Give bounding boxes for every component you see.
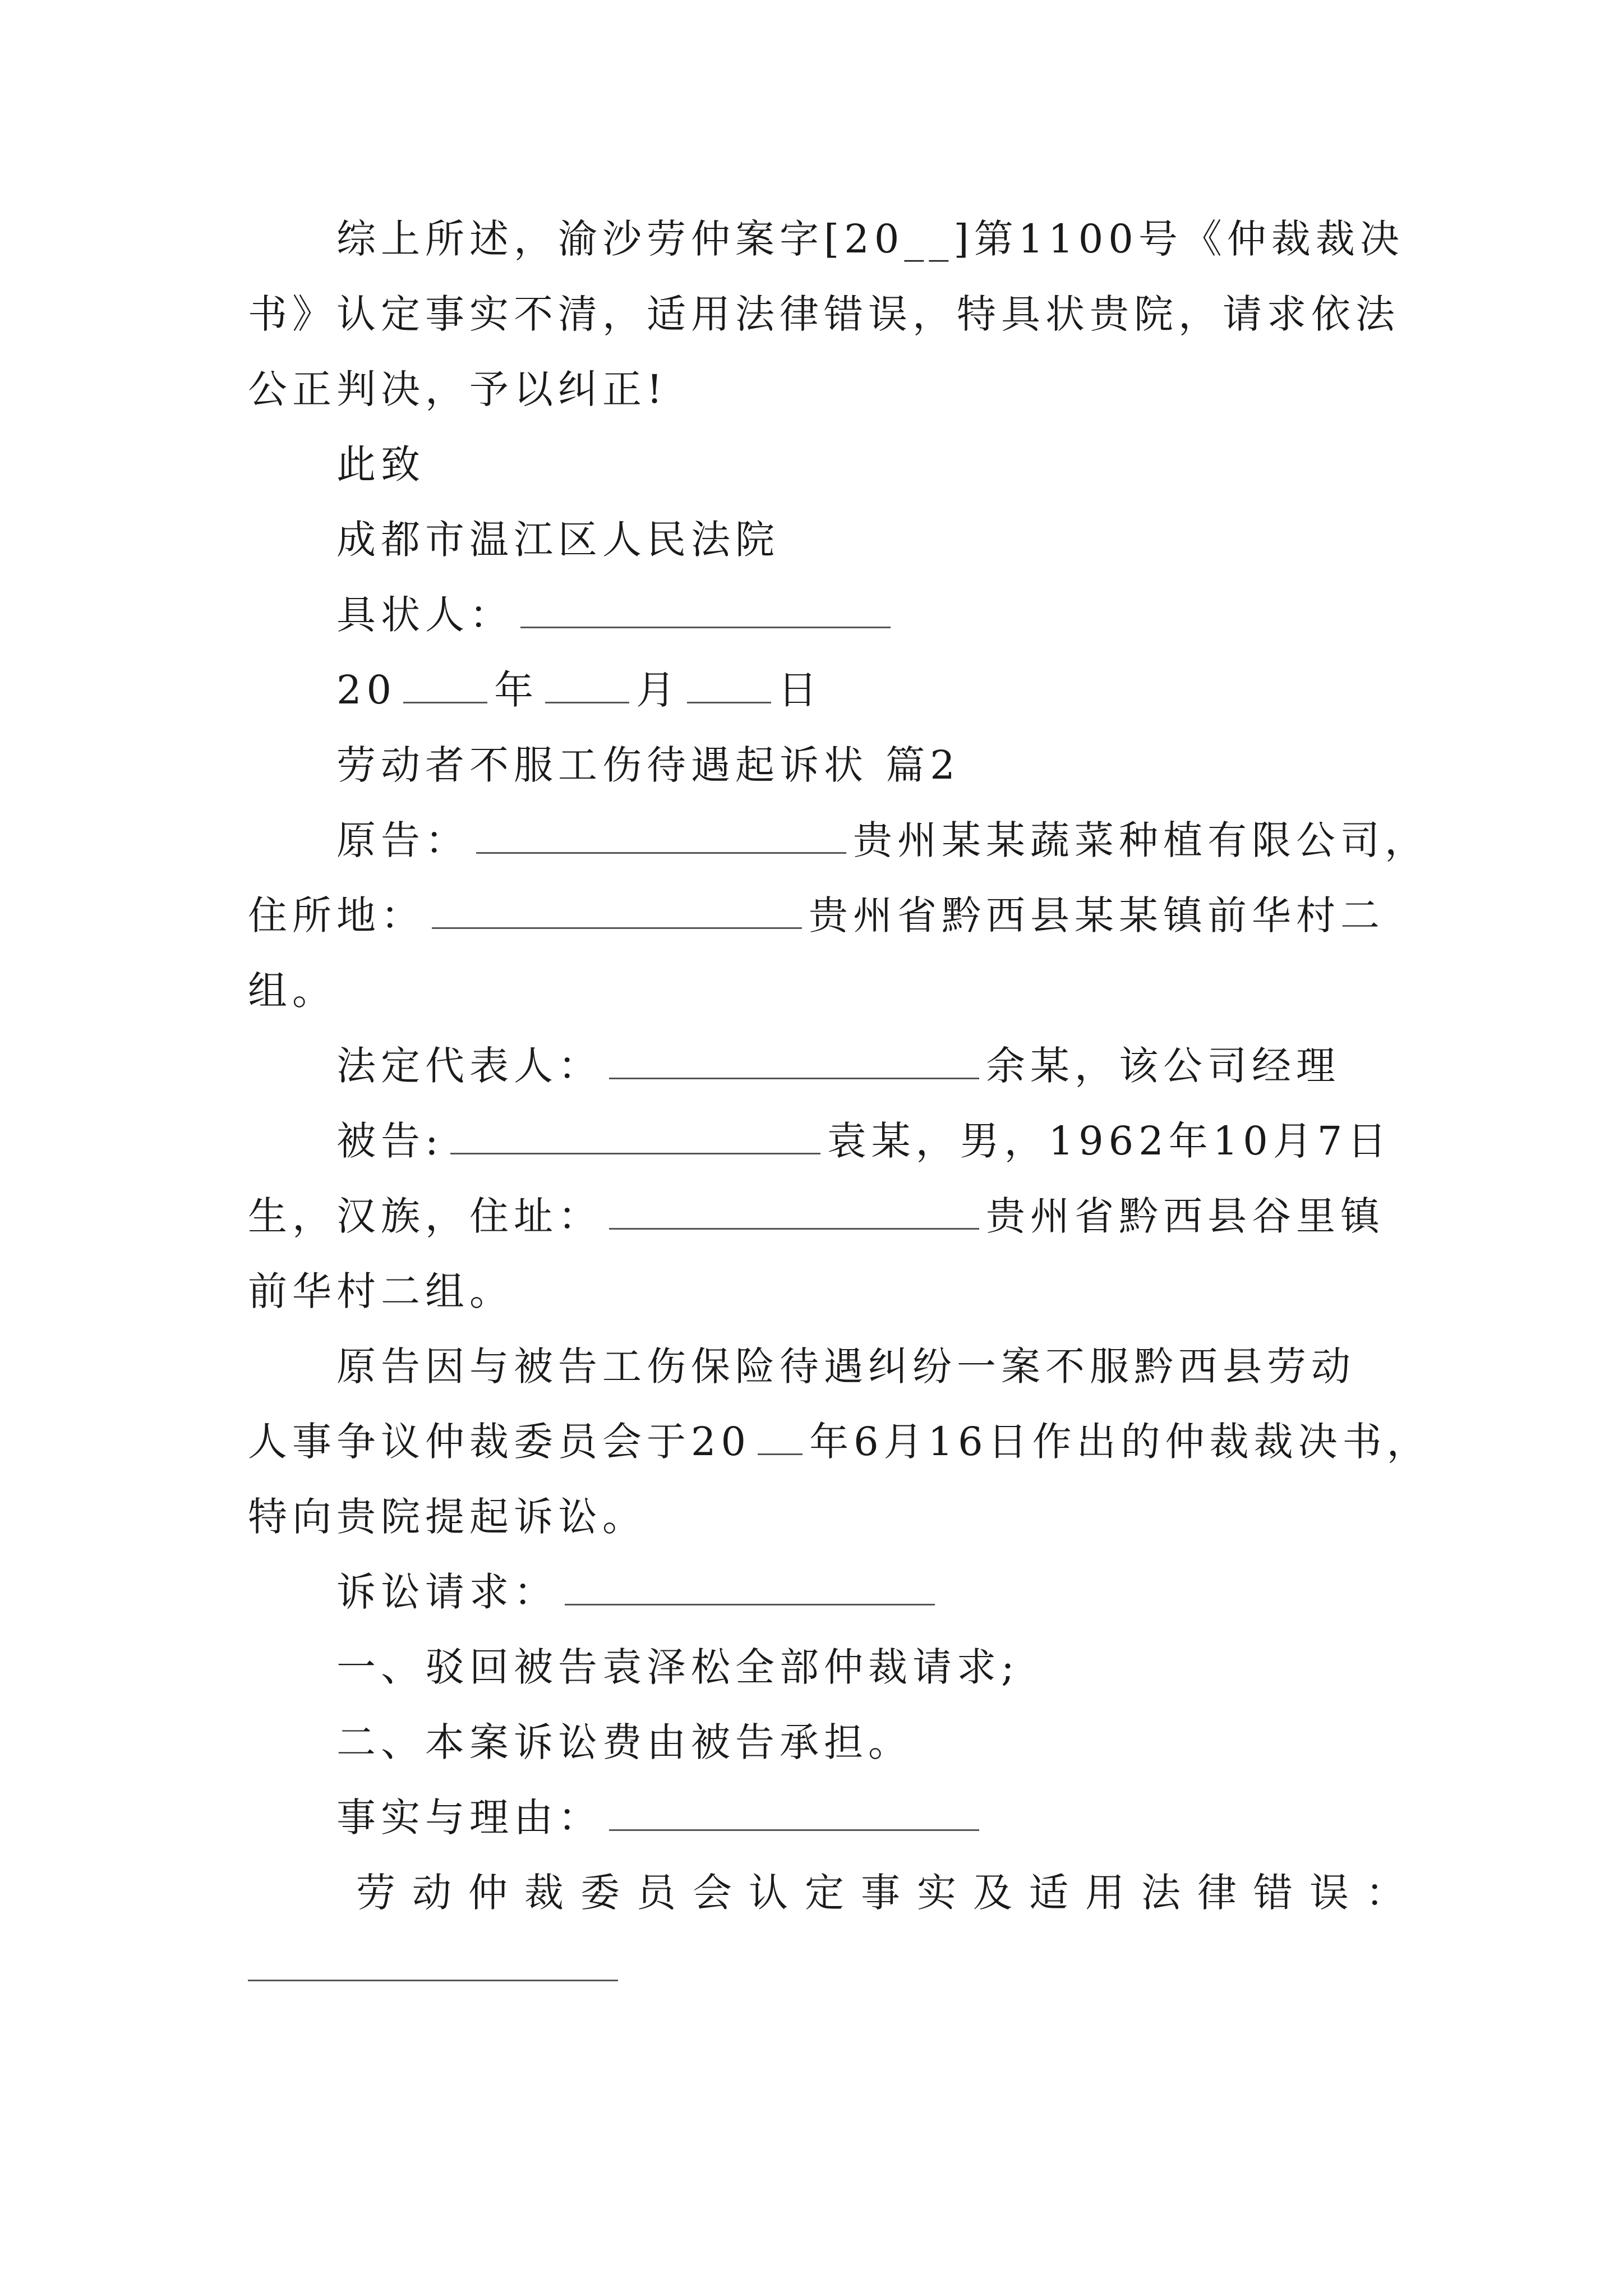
paragraph-case-line-2	[248, 1414, 1431, 1470]
plaintiff-address-line	[248, 887, 1385, 944]
defendant-line2-prefix: 生，汉族，住址：	[248, 1193, 602, 1239]
paragraph-case-line-3: 特向贵院提起诉讼。	[248, 1494, 647, 1540]
defendant-address-blank	[609, 1197, 979, 1230]
filer-line	[336, 587, 1381, 643]
date-day-label: 日	[778, 667, 823, 713]
paragraph-conclusion-line-1: 综上所述，渝沙劳仲案字[20__]第1100号《仲裁裁决	[336, 216, 1404, 262]
facts-line-1: 劳动仲裁委员会认定事实及适用法律错误：	[356, 1870, 1422, 1916]
plaintiff-address: 贵州省黔西县某某镇前华村二	[809, 892, 1385, 938]
date-line	[336, 662, 1381, 718]
plaintiff-name: 贵州某某蔬菜种植有限公司，	[853, 817, 1429, 863]
case-year-blank	[758, 1422, 803, 1455]
case-line-2-part-a: 人事争议仲裁委员会于20	[248, 1419, 751, 1465]
month-blank	[545, 670, 629, 703]
representative-line	[336, 1038, 1381, 1094]
plaintiff-line	[336, 812, 1429, 868]
defendant-address-line	[248, 1188, 1385, 1244]
claim-2: 二、本案诉讼费由被告承担。	[336, 1719, 912, 1765]
claims-blank	[565, 1572, 935, 1605]
court-name: 成都市温江区人民法院	[336, 517, 780, 563]
facts-line	[336, 1789, 1381, 1846]
defendant-label: 被告:	[336, 1118, 444, 1164]
plaintiff-blank	[476, 821, 846, 854]
case-line-2-part-b: 年6月16日作出的仲裁裁决书，	[809, 1419, 1431, 1465]
filer-label: 具状人：	[336, 592, 514, 638]
paragraph-case-line-1: 原告因与被告工伤保险待遇纠纷一案不服黔西县劳动	[336, 1343, 1355, 1389]
address-label: 住所地：	[248, 892, 425, 938]
claims-label: 诉讼请求：	[336, 1569, 558, 1615]
representative-name: 余某，该公司经理	[986, 1043, 1340, 1089]
defendant-address-end: 前华村二组。	[248, 1268, 514, 1314]
facts-detail-blank	[248, 1948, 618, 1981]
facts-blank	[609, 1798, 979, 1831]
claims-line	[336, 1564, 1381, 1620]
day-blank	[687, 670, 771, 703]
plaintiff-address-end: 组。	[248, 968, 336, 1014]
representative-label: 法定代表人：	[336, 1043, 602, 1089]
date-month-label: 月	[636, 667, 681, 713]
date-prefix: 20	[336, 667, 397, 713]
section-title: 劳动者不服工伤待遇起诉状 篇2	[336, 742, 960, 788]
plaintiff-label: 原告：	[336, 817, 469, 863]
year-blank	[403, 670, 487, 703]
claim-1: 一、驳回被告袁泽松全部仲裁请求;	[336, 1644, 1020, 1690]
facts-line-2	[248, 1940, 1381, 1996]
paragraph-conclusion-line-3: 公正判决，予以纠正!	[248, 366, 668, 412]
facts-label: 事实与理由：	[336, 1795, 602, 1841]
defendant-info: 袁某，男，1962年10月7日	[827, 1118, 1392, 1164]
paragraph-conclusion-line-2: 书》认定事实不清，适用法律错误，特具状贵院，请求依法	[248, 291, 1400, 337]
defendant-line	[336, 1113, 1392, 1169]
date-year-label: 年	[494, 667, 539, 713]
salutation: 此致	[336, 441, 425, 487]
defendant-blank	[450, 1121, 820, 1154]
representative-blank	[609, 1046, 979, 1079]
filer-blank	[520, 595, 891, 628]
address-blank	[432, 896, 802, 929]
defendant-address: 贵州省黔西县谷里镇	[986, 1193, 1385, 1239]
